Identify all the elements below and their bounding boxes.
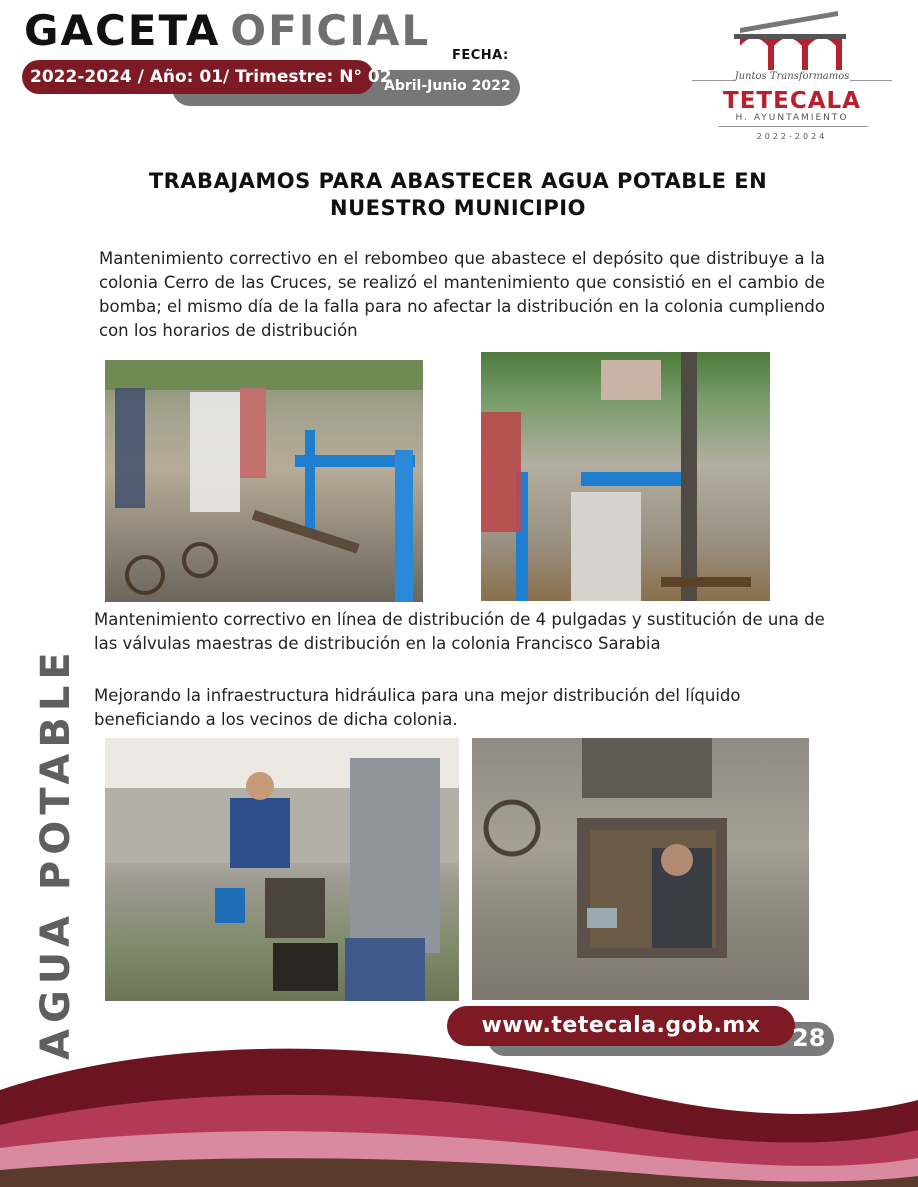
logo-brand: TETECALA	[723, 88, 861, 114]
photo-pump-maintenance-2	[481, 352, 770, 601]
municipal-logo	[688, 8, 896, 143]
logo-subtitle: H. AYUNTAMIENTO	[735, 113, 849, 123]
logo-divider	[718, 126, 868, 127]
gazette-title-word2: OFICIAL	[230, 6, 431, 55]
website-link[interactable]: www.tetecala.gob.mx	[447, 1006, 795, 1046]
arches-logo-icon	[688, 8, 896, 70]
date-label: FECHA:	[452, 48, 509, 63]
article-paragraph-1: Mantenimiento correctivo en el rebombeo que abastece el depósito que distribuye a la colonia Cerro de las Cruces, se realizó el mantenimiento que consistió en el cambio de bomba; el mismo día de la falla para no afectar la distribución en la colonia cumpliendo con los horarios de distribución	[99, 249, 825, 340]
photo-valve-replacement-1	[105, 738, 459, 1001]
page-number: 28	[792, 1024, 826, 1052]
gazette-title	[24, 6, 430, 56]
article-paragraph-2: Mantenimiento correctivo en línea de distribución de 4 pulgadas y sustitución de una de las válvulas maestras de distribución en la colonia Francisco Sarabia	[94, 610, 825, 653]
photo-valve-replacement-2	[472, 738, 809, 1000]
logo-motto: Juntos Transformamos	[734, 71, 850, 82]
photo-pump-maintenance-1	[105, 360, 423, 602]
logo-years: 2022-2024	[756, 132, 828, 141]
date-value: Abril-Junio 2022	[384, 78, 511, 94]
gazette-title-word1: GACETA	[24, 6, 221, 55]
article-paragraph-3: Mejorando la infraestructura hidráulica para una mejor distribución del líquido beneficiando a los vecinos de dicha colonia.	[94, 686, 741, 729]
section-side-label: AGUA POTABLE	[33, 646, 79, 1060]
article-headline: TRABAJAMOS PARA ABASTECER AGUA POTABLE EN NUESTRO MUNICIPIO	[148, 169, 768, 220]
period-badge: 2022-2024 / Año: 01/ Trimestre: N° 02	[22, 60, 374, 94]
